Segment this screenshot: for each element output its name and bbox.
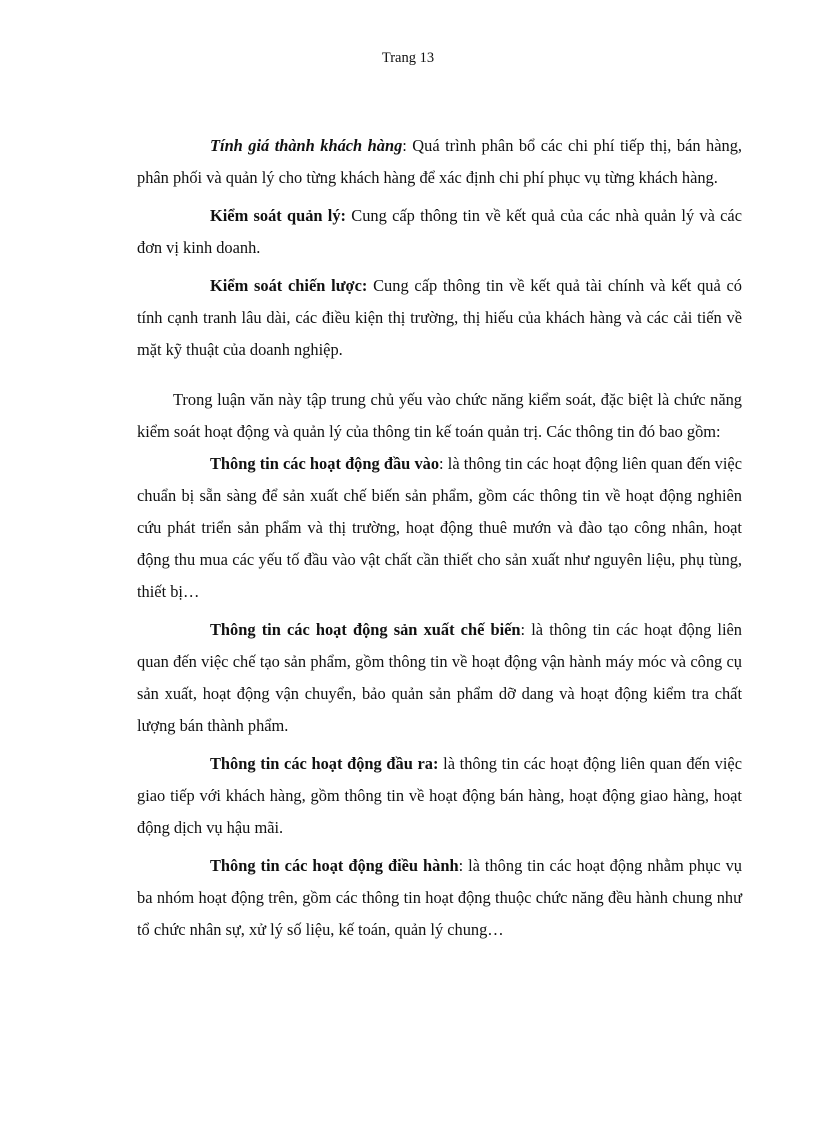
definition-text: Quá trình phân bổ các chi phí tiếp thị, bán hàng, phân phối và quản lý cho từng khách hàng để xác định chi phí phục vụ từng khách hàng. [137,136,742,187]
info-term: Thông tin các hoạt động điều hành [210,856,459,875]
definition-management-control [137,200,742,264]
info-term: Thông tin các hoạt động sản xuất chế biến [210,620,521,639]
definition-term: Tính giá thành khách hàng [210,136,403,155]
info-separator: : [439,454,444,473]
definition-term: Kiểm soát quản lý: [210,206,347,225]
definition-term: Kiểm soát chiến lược: [210,276,368,295]
info-item-inputs [137,448,742,608]
definition-separator: : [402,136,407,155]
info-term: Thông tin các hoạt động đầu ra: [210,754,439,773]
info-text: là thông tin các hoạt động liên quan đến việc chế tạo sản phẩm, gồm thông tin về hoạt động vận hành máy móc và công cụ sản xuất, hoạt động vận chuyển, bảo quản sản phẩm dỡ dang và hoạt động kiểm tra chất lượng bán thành phẩm. [137,620,742,735]
info-item-administration [137,850,742,946]
intro-paragraph: Trong luận văn này tập trung chủ yếu vào chức năng kiểm soát, đặc biệt là chức năng kiểm soát hoạt động và quản lý của thông tin kế toán quản trị. Các thông tin đó bao gồm: [137,390,742,441]
info-text: là thông tin các hoạt động liên quan đến việc chuẩn bị sẵn sàng để sản xuất chế biến sản phẩm, gồm các thông tin về hoạt động nghiên cứu phát triển sản phẩm và thị trường, hoạt động thuê mướn và đào tạo công nhân, hoạt động thu mua các yếu tố đầu vào vật chất cần thiết cho sản xuất như nguyên liệu, phụ tùng, thiết bị… [137,454,742,601]
info-separator: : [458,856,464,875]
page-header: Trang 13 [381,50,435,66]
info-item-production [137,614,742,742]
info-text: là thông tin các hoạt động nhằm phục vụ ba nhóm hoạt động trên, gồm các thông tin hoạt động thuộc chức năng đều hành chung như tổ chức nhân sự, xử lý số liệu, kế toán, quản lý chung… [137,856,742,939]
info-text: là thông tin các hoạt động liên quan đến việc giao tiếp với khách hàng, gồm thông tin về hoạt động bán hàng, hoạt động giao hàng, hoạt động dịch vụ hậu mãi. [137,754,742,837]
info-term: Thông tin các hoạt động đầu vào [210,454,440,473]
info-item-outputs [137,748,742,844]
definition-customer-costing [137,130,742,194]
document-body [137,130,742,952]
definition-strategic-control [137,270,742,366]
info-separator: : [520,620,526,639]
definition-text: Cung cấp thông tin về kết quả của các nhà quản lý và các đơn vị kinh doanh. [137,206,742,257]
definition-text: Cung cấp thông tin về kết quả tài chính và kết quả có tính cạnh tranh lâu dài, các điều kiện thị trường, thị hiếu của khách hàng và các cải tiến về mặt kỹ thuật của doanh nghiệp. [137,276,742,359]
